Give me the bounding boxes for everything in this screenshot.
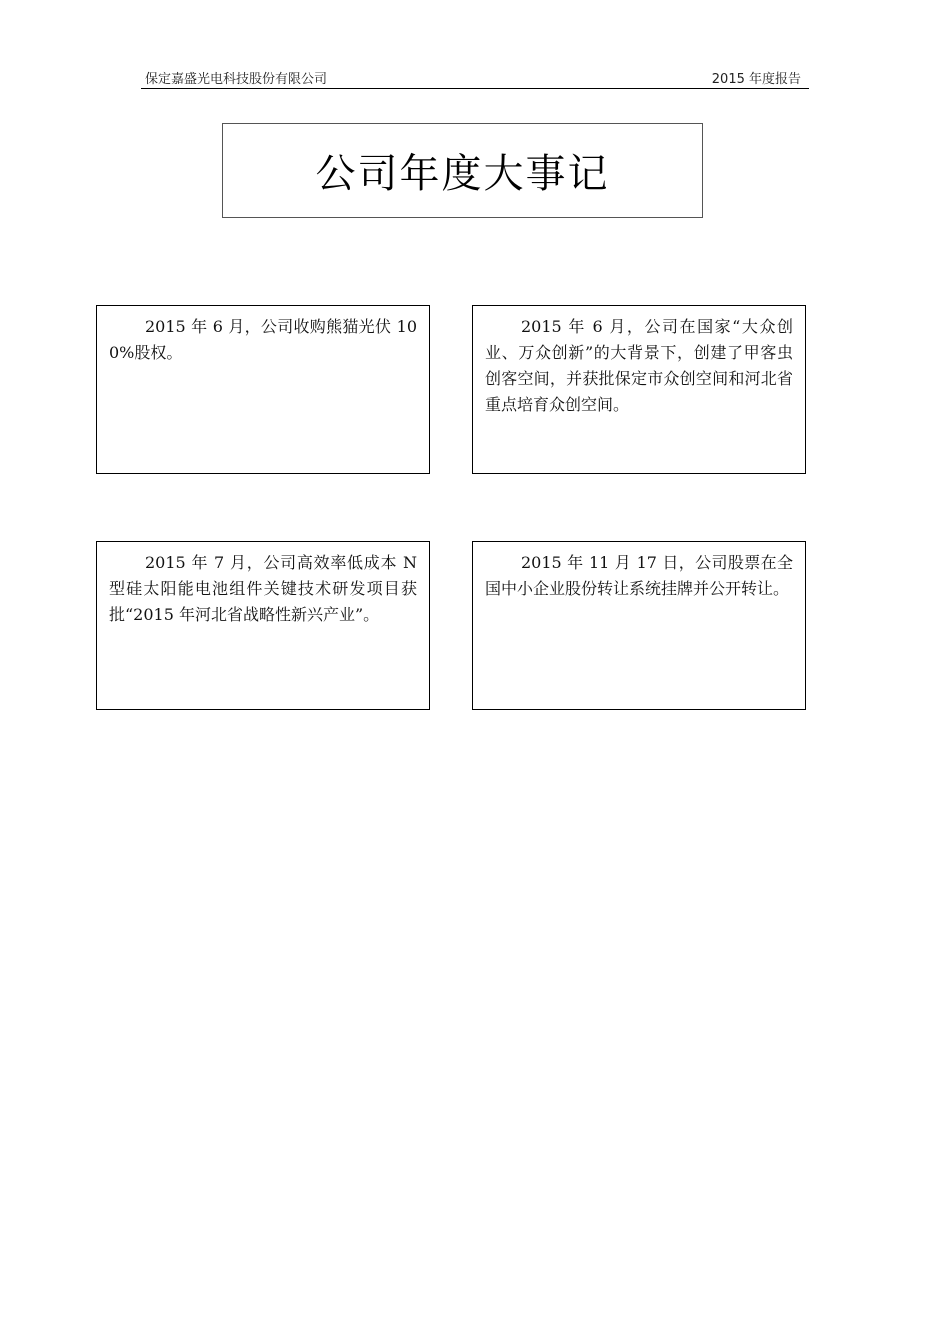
title-box (222, 123, 703, 218)
company-name: 保定嘉盛光电科技股份有限公司 (145, 72, 328, 87)
event-box-1: 2015 年 6 月，公司收购熊猫光伏 100%股权。 (96, 305, 430, 474)
event-box-2: 2015 年 6 月，公司在国家“大众创业、万众创新”的大背景下，创建了甲客虫创客空间，并获批保定市众创空间和河北省重点培育众创空间。 (472, 305, 806, 474)
page-title: 公司年度大事记 (315, 151, 610, 197)
page-header (141, 66, 809, 89)
report-label: 2015 年度报告 (711, 72, 801, 87)
event-box-4: 2015 年 11 月 17 日，公司股票在全国中小企业股份转让系统挂牌并公开转让。 (472, 541, 806, 710)
event-box-3: 2015 年 7 月，公司高效率低成本 N 型硅太阳能电池组件关键技术研发项目获批“2015 年河北省战略性新兴产业”。 (96, 541, 430, 710)
